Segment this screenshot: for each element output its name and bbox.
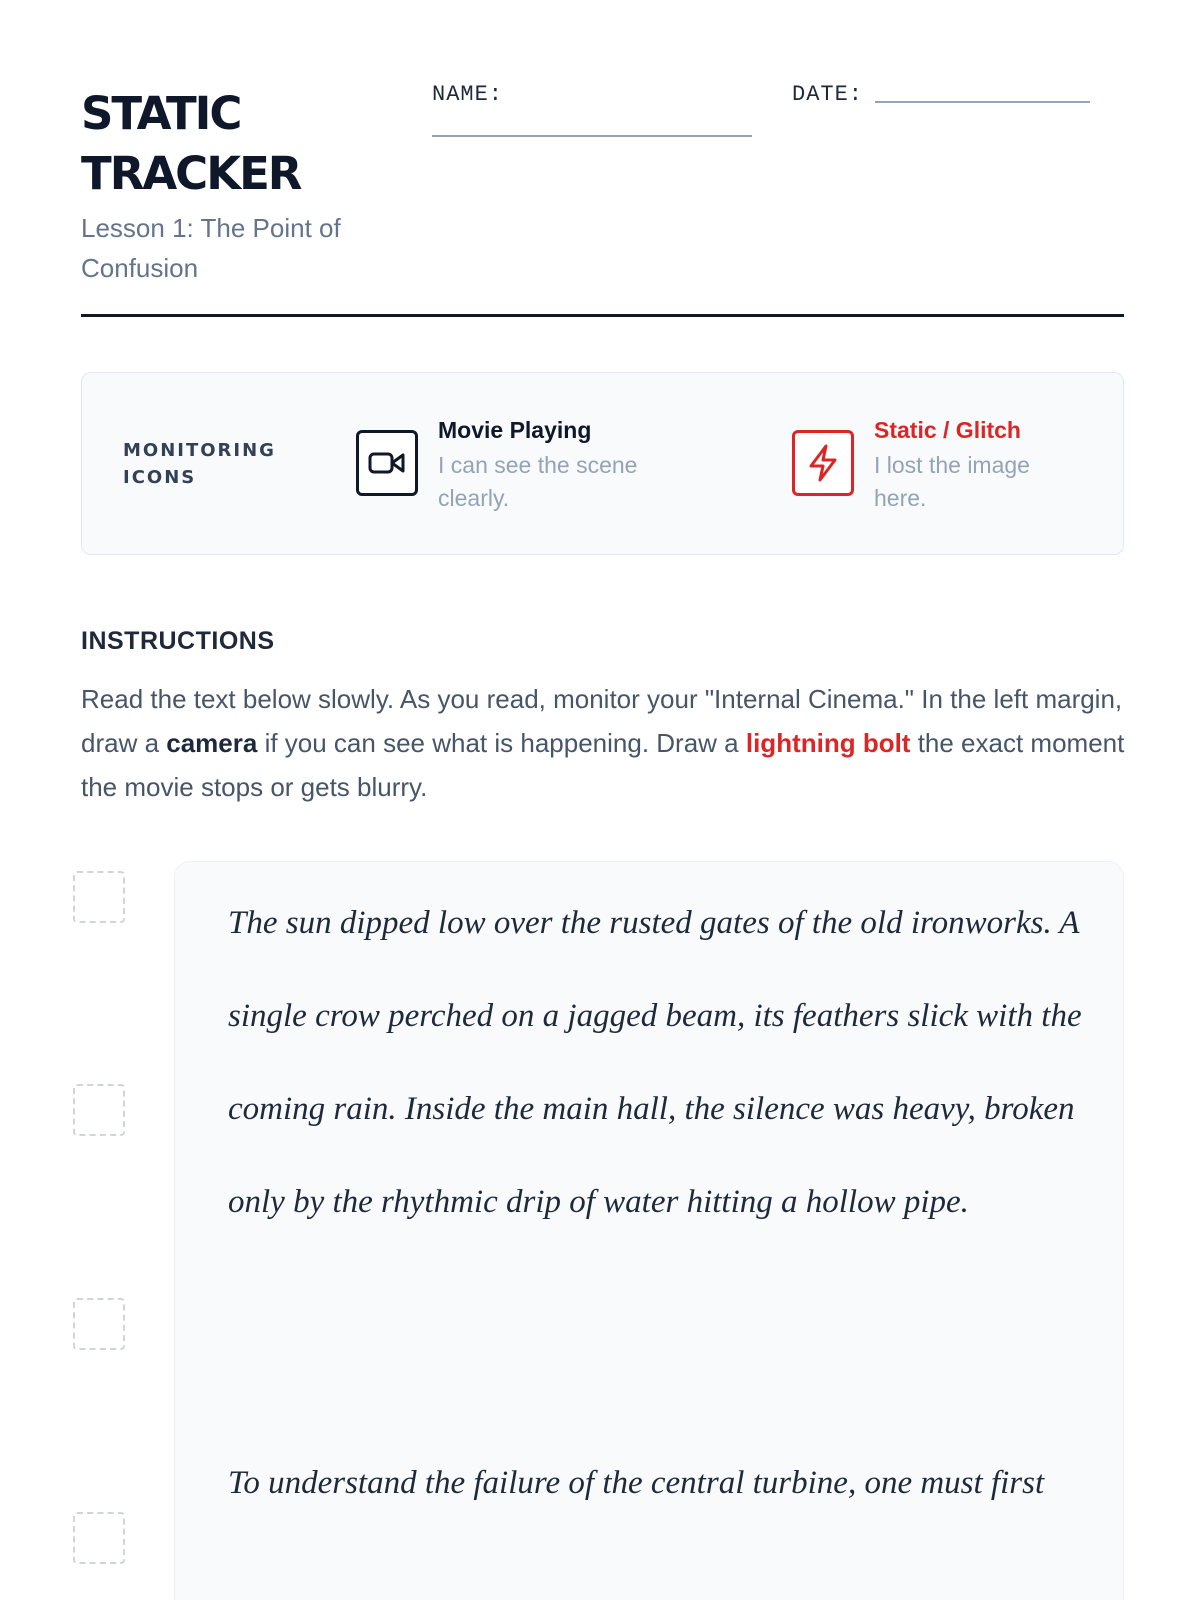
legend-item-static-description: I lost the image here. (874, 452, 1030, 511)
margin-response-box[interactable] (73, 871, 125, 923)
title-line-2: TRACKER (81, 147, 301, 200)
legend-item-movie-title: Movie Playing (438, 417, 592, 443)
legend-heading: MONITORING ICONS (123, 440, 276, 488)
legend-item-movie-description: I can see the scene clearly. (438, 452, 638, 511)
passage-paragraph-1: The sun dipped low over the rusted gates of the old ironworks. A single crow perched on a jagged beam, its feathers slick with the coming rain. Inside the main hall, the silence was heavy, broken only by the rhythmic drip of water hitting a hollow pipe. (228, 905, 1082, 1220)
passage-paragraph-2: To understand the failure of the central turbine, one must first (228, 1465, 1045, 1501)
margin-response-box[interactable] (73, 1084, 125, 1136)
instructions-text: Read the text below slowly. As you read, monitor your "Internal Cinema." In the left margin, draw a camera if you can see what is happening. Draw a lightning bolt the exact moment the movie stops or gets blurry. (81, 684, 1125, 802)
video-camera-icon (356, 430, 418, 496)
instructions-heading: INSTRUCTIONS (81, 627, 275, 655)
name-label: NAME: (432, 82, 504, 107)
margin-response-box[interactable] (73, 1512, 125, 1564)
margin-response-box[interactable] (73, 1298, 125, 1350)
date-field-line[interactable] (875, 101, 1090, 103)
monitoring-icons-legend (81, 372, 1124, 555)
legend-item-static-title: Static / Glitch (874, 417, 1021, 443)
lightning-bolt-icon (792, 430, 854, 496)
header-divider (81, 314, 1124, 317)
lightning-bolt-keyword: lightning bolt (745, 728, 911, 758)
title-line-1: STATIC (81, 87, 241, 140)
date-label: DATE: (792, 82, 864, 107)
camera-keyword: camera (166, 728, 258, 758)
lesson-subtitle: Lesson 1: The Point of Confusion (81, 213, 341, 283)
worksheet-title (81, 84, 300, 204)
name-field-line[interactable] (432, 135, 752, 137)
reading-passage (174, 861, 1124, 1600)
